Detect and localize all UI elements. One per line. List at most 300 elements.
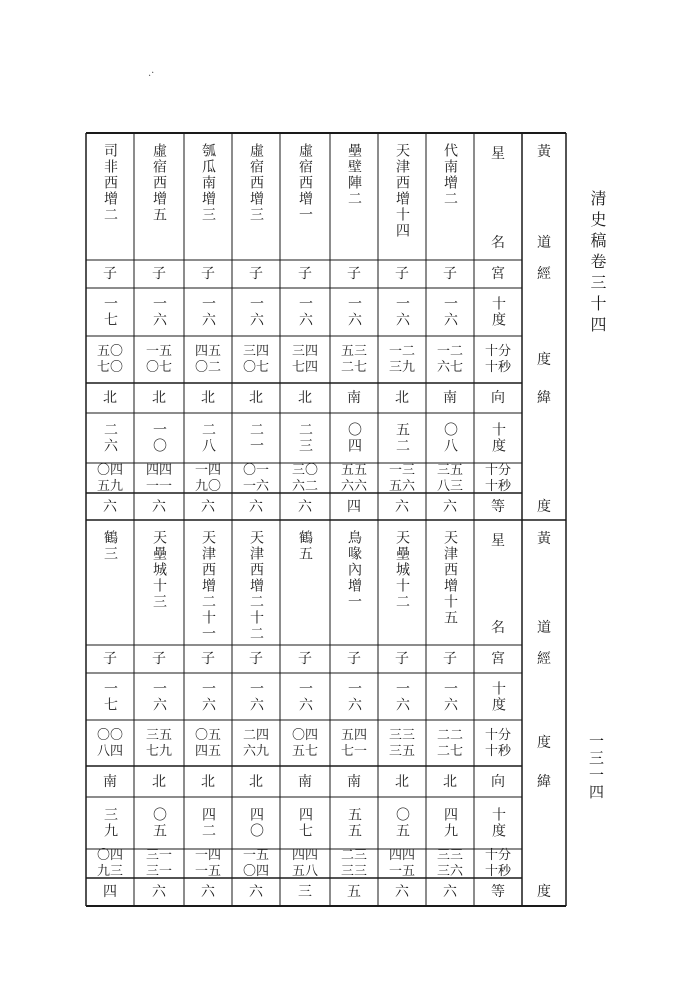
header-min-sec — [474, 720, 522, 766]
latitude-min-sec-cell-part: 九三 — [96, 864, 123, 879]
latitude-degree-cell — [232, 413, 280, 463]
wei-label-text: 緯 — [537, 773, 551, 790]
longitude-degree-cell — [232, 673, 280, 720]
longitude-degree-cell-text: 一七 — [102, 680, 118, 713]
wei-label — [522, 766, 566, 797]
header-magnitude — [474, 493, 522, 520]
longitude-min-sec-cell-part: 五七 — [291, 743, 318, 759]
longitude-min-sec-cell — [86, 336, 134, 383]
latitude-min-sec-cell-part: 一三 — [388, 462, 415, 478]
longitude-min-sec-cell — [280, 720, 330, 766]
latitude-min-sec-cell-part: 三一 — [145, 864, 172, 879]
longitude-min-sec-cell — [232, 720, 280, 766]
header-ten-degree-2-text: 十度 — [490, 807, 506, 839]
longitude-min-sec-cell-part: 二四 — [242, 727, 269, 743]
longitude-min-sec-cell-part: 七九 — [145, 743, 172, 759]
header-gong — [474, 260, 522, 288]
star-name — [330, 520, 378, 645]
longitude-min-sec-cell-part: 二二 — [436, 727, 463, 743]
header-ten-degree-text: 十度 — [490, 680, 506, 713]
magnitude-cell — [134, 493, 184, 520]
header-min-sec-2-part: 十秒 — [484, 478, 511, 494]
direction-cell-text: 北 — [103, 390, 117, 406]
header-ten-degree — [474, 288, 522, 336]
section-label-char: 道 — [537, 235, 551, 251]
longitude-min-sec-cell-part: 五〇 — [96, 344, 123, 359]
longitude-degree-cell-text: 一六 — [200, 680, 216, 713]
longitude-min-sec-cell — [134, 336, 184, 383]
magnitude-cell-text: 六 — [201, 884, 215, 900]
latitude-min-sec-cell-part: 三五 — [436, 462, 463, 478]
gong-cell-text: 子 — [347, 651, 361, 667]
latitude-degree-cell-text: 二六 — [102, 422, 118, 454]
star-name — [280, 133, 330, 260]
latitude-degree-cell — [378, 413, 426, 463]
du-label-text: 度 — [537, 351, 551, 368]
direction-cell-text: 北 — [152, 773, 166, 790]
star-name — [426, 520, 474, 645]
gong-cell-text: 子 — [395, 266, 409, 282]
direction-cell — [184, 766, 232, 797]
latitude-degree-cell — [232, 797, 280, 849]
gong-cell-text: 子 — [152, 651, 166, 667]
header-min-sec-2-part: 十秒 — [484, 864, 511, 879]
latitude-degree-cell-text: 二三 — [297, 422, 313, 454]
latitude-min-sec-cell — [280, 463, 330, 493]
jing-label — [522, 260, 566, 288]
ink-speck: .· — [148, 68, 155, 79]
header-min-sec-part: 十秒 — [484, 743, 511, 759]
magnitude-cell — [134, 878, 184, 906]
magnitude-cell — [86, 878, 134, 906]
latitude-min-sec-cell-part: 五九 — [96, 478, 123, 494]
direction-cell-text: 北 — [249, 390, 263, 406]
gong-cell-text: 子 — [249, 266, 263, 282]
direction-cell — [86, 766, 134, 797]
star-name-text: 鶴三 — [102, 530, 118, 562]
star-name-header — [474, 133, 522, 260]
latitude-degree-cell — [280, 413, 330, 463]
gong-cell-text: 子 — [201, 266, 215, 282]
header-direction-text: 向 — [491, 773, 505, 790]
latitude-min-sec-cell-part: 一四 — [194, 848, 221, 863]
longitude-min-sec-cell-part: 三三 — [388, 727, 415, 743]
star-name-text: 司非西增二 — [102, 143, 118, 223]
magnitude-cell — [378, 493, 426, 520]
gong-cell — [426, 645, 474, 673]
section-label-char: 黃 — [537, 144, 551, 160]
direction-cell — [426, 766, 474, 797]
du-label-2-text: 度 — [537, 884, 551, 900]
latitude-min-sec-cell — [426, 849, 474, 878]
star-name — [134, 133, 184, 260]
latitude-degree-cell — [426, 797, 474, 849]
direction-cell — [378, 383, 426, 413]
direction-cell — [232, 766, 280, 797]
longitude-min-sec-cell-part: 四五 — [194, 743, 221, 759]
wei-label — [522, 383, 566, 413]
latitude-min-sec-cell-part: 〇四 — [96, 462, 123, 478]
longitude-min-sec-cell-part: 三九 — [388, 360, 415, 375]
latitude-min-sec-cell — [330, 463, 378, 493]
header-gong-text: 宮 — [491, 651, 505, 667]
latitude-min-sec-cell-part: 六六 — [340, 478, 367, 494]
latitude-degree-cell — [86, 413, 134, 463]
longitude-degree-cell-text: 一六 — [297, 680, 313, 713]
latitude-min-sec-cell-part: 五五 — [340, 462, 367, 478]
direction-cell-text: 北 — [395, 773, 409, 790]
header-ten-degree-text: 十度 — [490, 296, 506, 328]
latitude-degree-cell — [184, 413, 232, 463]
star-name — [134, 520, 184, 645]
star-name — [280, 520, 330, 645]
latitude-min-sec-cell-part: 三〇 — [291, 462, 318, 478]
du-label-text: 度 — [537, 735, 551, 751]
longitude-degree-cell — [232, 288, 280, 336]
direction-cell-text: 北 — [201, 390, 215, 406]
longitude-degree-cell — [330, 673, 378, 720]
latitude-min-sec-cell-part: 〇四 — [242, 864, 269, 879]
star-name — [232, 133, 280, 260]
star-name-text: 壘壁陣二 — [346, 143, 362, 207]
latitude-degree-cell-text: 〇五 — [151, 807, 167, 839]
longitude-degree-cell-text: 一七 — [102, 296, 118, 328]
longitude-min-sec-cell-part: 七四 — [291, 360, 318, 375]
star-name-header — [474, 520, 522, 645]
longitude-degree-cell — [134, 288, 184, 336]
magnitude-cell-text: 五 — [347, 884, 361, 900]
star-name — [426, 133, 474, 260]
latitude-min-sec-cell-part: 一四 — [194, 462, 221, 478]
longitude-degree-cell — [378, 288, 426, 336]
star-name-text: 虛宿西增五 — [151, 143, 167, 223]
du-label-2 — [522, 493, 566, 520]
jing-label-text: 經 — [537, 266, 551, 282]
star-name-text: 虛宿西增三 — [248, 143, 264, 223]
magnitude-cell — [280, 878, 330, 906]
gong-cell — [232, 260, 280, 288]
star-name — [232, 520, 280, 645]
gong-cell — [378, 645, 426, 673]
direction-cell — [134, 766, 184, 797]
latitude-min-sec-cell-part: 一六 — [242, 478, 269, 494]
star-name-text: 天津西增二十二 — [248, 530, 264, 642]
latitude-degree-cell — [184, 797, 232, 849]
longitude-min-sec-cell-part: 五三 — [340, 344, 367, 359]
longitude-min-sec-cell-part: 六七 — [436, 360, 463, 375]
longitude-degree-cell — [86, 288, 134, 336]
longitude-min-sec-cell — [184, 720, 232, 766]
page-number: 一三一四 — [587, 733, 605, 801]
magnitude-cell-text: 六 — [152, 884, 166, 900]
magnitude-cell — [232, 493, 280, 520]
star-name — [378, 520, 426, 645]
header-ten-degree-2 — [474, 413, 522, 463]
direction-cell — [86, 383, 134, 413]
star-name-text: 天壘城十三 — [151, 530, 167, 610]
longitude-min-sec-cell-part: 五四 — [340, 727, 367, 743]
gong-cell — [330, 260, 378, 288]
longitude-min-sec-cell — [184, 336, 232, 383]
latitude-degree-cell — [134, 413, 184, 463]
section-label-char: 黃 — [537, 531, 551, 547]
latitude-min-sec-cell-part: 五八 — [291, 864, 318, 879]
direction-cell — [232, 383, 280, 413]
longitude-degree-cell-text: 一六 — [442, 680, 458, 713]
header-min-sec — [474, 336, 522, 383]
magnitude-cell — [184, 878, 232, 906]
header-min-sec-2-part: 十分 — [484, 462, 511, 478]
longitude-min-sec-cell-part: 〇七 — [145, 360, 172, 375]
longitude-degree-cell — [134, 673, 184, 720]
direction-cell-text: 南 — [298, 773, 312, 790]
latitude-min-sec-cell-part: 一一 — [145, 478, 172, 494]
magnitude-cell — [232, 878, 280, 906]
wei-label-text: 緯 — [537, 390, 551, 406]
magnitude-cell-text: 六 — [249, 498, 263, 515]
longitude-min-sec-cell-part: 三四 — [242, 344, 269, 359]
longitude-min-sec-cell — [426, 336, 474, 383]
latitude-min-sec-cell — [86, 849, 134, 878]
latitude-min-sec-cell — [330, 849, 378, 878]
latitude-min-sec-cell — [378, 463, 426, 493]
latitude-min-sec-cell — [280, 849, 330, 878]
header-magnitude-text: 等 — [491, 884, 505, 900]
direction-cell-text: 北 — [395, 390, 409, 406]
magnitude-cell-text: 六 — [443, 884, 457, 900]
direction-cell — [184, 383, 232, 413]
magnitude-cell-text: 六 — [103, 498, 117, 515]
direction-cell-text: 南 — [347, 390, 361, 406]
direction-cell-text: 南 — [103, 773, 117, 790]
latitude-min-sec-cell-part: 九〇 — [194, 478, 221, 494]
magnitude-cell-text: 六 — [298, 498, 312, 515]
direction-cell-text: 南 — [443, 390, 457, 406]
longitude-min-sec-cell-part: 〇七 — [242, 360, 269, 375]
longitude-min-sec-cell-part: 〇四 — [291, 727, 318, 743]
longitude-min-sec-cell — [378, 336, 426, 383]
header-magnitude — [474, 878, 522, 906]
longitude-degree-cell-text: 一六 — [394, 680, 410, 713]
longitude-degree-cell — [184, 673, 232, 720]
star-name — [378, 133, 426, 260]
direction-cell-text: 北 — [152, 390, 166, 406]
longitude-degree-cell — [426, 673, 474, 720]
jing-label — [522, 645, 566, 673]
latitude-min-sec-cell — [378, 849, 426, 878]
latitude-min-sec-cell-part: 〇一 — [242, 462, 269, 478]
latitude-degree-cell — [280, 797, 330, 849]
magnitude-cell-text: 三 — [298, 884, 312, 900]
latitude-min-sec-cell-part: 三三 — [436, 848, 463, 863]
latitude-min-sec-cell-part: 三六 — [436, 864, 463, 879]
gong-cell — [184, 645, 232, 673]
longitude-min-sec-cell-part: 七一 — [340, 743, 367, 759]
star-name-text: 瓠瓜南增三 — [200, 143, 216, 223]
longitude-degree-cell-text: 一六 — [442, 296, 458, 328]
longitude-min-sec-cell-part: 二七 — [340, 360, 367, 375]
latitude-min-sec-cell-part: 三一 — [145, 848, 172, 863]
longitude-min-sec-cell — [232, 336, 280, 383]
star-name-text: 天津西增十四 — [394, 143, 410, 239]
header-direction-text: 向 — [491, 390, 505, 406]
latitude-min-sec-cell — [134, 849, 184, 878]
longitude-min-sec-cell-part: 一五 — [145, 344, 172, 359]
direction-cell-text: 北 — [249, 773, 263, 790]
latitude-min-sec-cell-part: 一五 — [388, 864, 415, 879]
header-min-sec-part: 十分 — [484, 344, 511, 359]
section-label-char: 道 — [537, 620, 551, 636]
jing-label-text: 經 — [537, 651, 551, 667]
latitude-degree-cell — [330, 797, 378, 849]
direction-cell-text: 南 — [347, 773, 361, 790]
magnitude-cell-text: 六 — [249, 884, 263, 900]
direction-cell — [280, 383, 330, 413]
direction-cell — [426, 383, 474, 413]
gong-cell — [184, 260, 232, 288]
magnitude-cell — [280, 493, 330, 520]
latitude-degree-cell-text: 三九 — [102, 807, 118, 839]
longitude-min-sec-cell-part: 七〇 — [96, 360, 123, 375]
longitude-min-sec-cell-part: 〇〇 — [96, 727, 123, 743]
magnitude-cell — [426, 493, 474, 520]
latitude-degree-cell — [86, 797, 134, 849]
latitude-min-sec-cell-part: 八三 — [436, 478, 463, 494]
magnitude-cell-text: 六 — [152, 498, 166, 515]
longitude-min-sec-cell-part: 〇五 — [194, 727, 221, 743]
latitude-degree-cell-text: 四九 — [442, 807, 458, 839]
latitude-degree-cell-text: 〇四 — [346, 422, 362, 454]
latitude-min-sec-cell-part: 一五 — [194, 864, 221, 879]
latitude-degree-cell-text: 五五 — [346, 807, 362, 839]
header-ten-degree-2 — [474, 797, 522, 849]
latitude-degree-cell-text: 二八 — [200, 422, 216, 454]
star-name — [330, 133, 378, 260]
latitude-min-sec-cell-part: 一五 — [242, 848, 269, 863]
header-xing: 星 — [491, 146, 505, 162]
star-name-text: 天津西增十五 — [442, 530, 458, 626]
latitude-degree-cell-text: 〇八 — [442, 422, 458, 454]
star-name-text: 天津西增二十一 — [200, 530, 216, 642]
longitude-degree-cell-text: 一六 — [346, 296, 362, 328]
header-magnitude-text: 等 — [491, 498, 505, 515]
section-label — [522, 520, 566, 645]
gong-cell — [134, 645, 184, 673]
longitude-degree-cell — [330, 288, 378, 336]
gong-cell — [280, 260, 330, 288]
latitude-degree-cell-text: 四二 — [200, 807, 216, 839]
gong-cell — [86, 260, 134, 288]
latitude-degree-cell — [426, 413, 474, 463]
gong-cell-text: 子 — [298, 651, 312, 667]
header-min-sec-part: 十分 — [484, 727, 511, 743]
longitude-min-sec-cell — [330, 336, 378, 383]
magnitude-cell-text: 六 — [395, 884, 409, 900]
star-name-text: 虛宿西增一 — [297, 143, 313, 223]
star-name — [184, 133, 232, 260]
star-name — [184, 520, 232, 645]
header-ten-degree-2-text: 十度 — [490, 422, 506, 454]
star-name-text: 鳥喙內增一 — [346, 530, 362, 610]
latitude-degree-cell-text: 二一 — [248, 422, 264, 454]
header-min-sec-2-part: 十分 — [484, 848, 511, 863]
gong-cell — [134, 260, 184, 288]
direction-cell — [330, 766, 378, 797]
latitude-degree-cell — [134, 797, 184, 849]
longitude-min-sec-cell-part: 三五 — [145, 727, 172, 743]
header-ming: 名 — [491, 620, 505, 636]
margin-title: 清史稿卷三十四 — [588, 190, 607, 337]
header-gong-text: 宮 — [491, 266, 505, 282]
latitude-min-sec-cell-part: 五六 — [388, 478, 415, 494]
direction-cell-text: 北 — [201, 773, 215, 790]
latitude-degree-cell-text: 〇五 — [394, 807, 410, 839]
longitude-degree-cell-text: 一六 — [200, 296, 216, 328]
du-label-2 — [522, 878, 566, 906]
gong-cell — [232, 645, 280, 673]
direction-cell — [134, 383, 184, 413]
du-label — [522, 720, 566, 766]
magnitude-cell-text: 六 — [201, 498, 215, 515]
header-ten-degree — [474, 673, 522, 720]
magnitude-cell-text: 四 — [347, 498, 361, 515]
longitude-min-sec-cell — [378, 720, 426, 766]
magnitude-cell-text: 四 — [103, 884, 117, 900]
header-xing: 星 — [491, 533, 505, 549]
header-min-sec-part: 十秒 — [484, 360, 511, 375]
section-label — [522, 133, 566, 260]
longitude-degree-cell-text: 一六 — [248, 296, 264, 328]
latitude-min-sec-cell-part: 六二 — [291, 478, 318, 494]
direction-cell — [280, 766, 330, 797]
longitude-min-sec-cell-part: 四五 — [194, 344, 221, 359]
du-label-2-text: 度 — [537, 498, 551, 515]
gong-cell-text: 子 — [152, 266, 166, 282]
longitude-degree-cell-text: 一六 — [346, 680, 362, 713]
latitude-degree-cell-text: 四七 — [297, 807, 313, 839]
longitude-degree-cell-text: 一六 — [297, 296, 313, 328]
longitude-degree-cell — [86, 673, 134, 720]
longitude-min-sec-cell — [86, 720, 134, 766]
latitude-degree-cell-text: 四〇 — [248, 807, 264, 839]
header-direction — [474, 766, 522, 797]
gong-cell — [86, 645, 134, 673]
gong-cell-text: 子 — [298, 266, 312, 282]
magnitude-cell-text: 六 — [443, 498, 457, 515]
latitude-min-sec-cell — [86, 463, 134, 493]
gong-cell-text: 子 — [103, 651, 117, 667]
latitude-min-sec-cell-part: 四四 — [388, 848, 415, 863]
direction-cell-text: 北 — [298, 390, 312, 406]
latitude-degree-cell-text: 五二 — [394, 422, 410, 454]
gong-cell-text: 子 — [347, 266, 361, 282]
latitude-min-sec-cell-part: 四四 — [145, 462, 172, 478]
longitude-min-sec-cell-part: 一二 — [388, 344, 415, 359]
star-name — [86, 133, 134, 260]
magnitude-cell — [378, 878, 426, 906]
magnitude-cell — [184, 493, 232, 520]
header-direction — [474, 383, 522, 413]
longitude-degree-cell — [378, 673, 426, 720]
direction-cell-text: 北 — [443, 773, 457, 790]
longitude-min-sec-cell-part: 三四 — [291, 344, 318, 359]
latitude-min-sec-cell — [184, 849, 232, 878]
header-gong — [474, 645, 522, 673]
magnitude-cell — [330, 878, 378, 906]
star-name-text: 鶴五 — [297, 530, 313, 562]
latitude-degree-cell — [330, 413, 378, 463]
longitude-min-sec-cell — [426, 720, 474, 766]
